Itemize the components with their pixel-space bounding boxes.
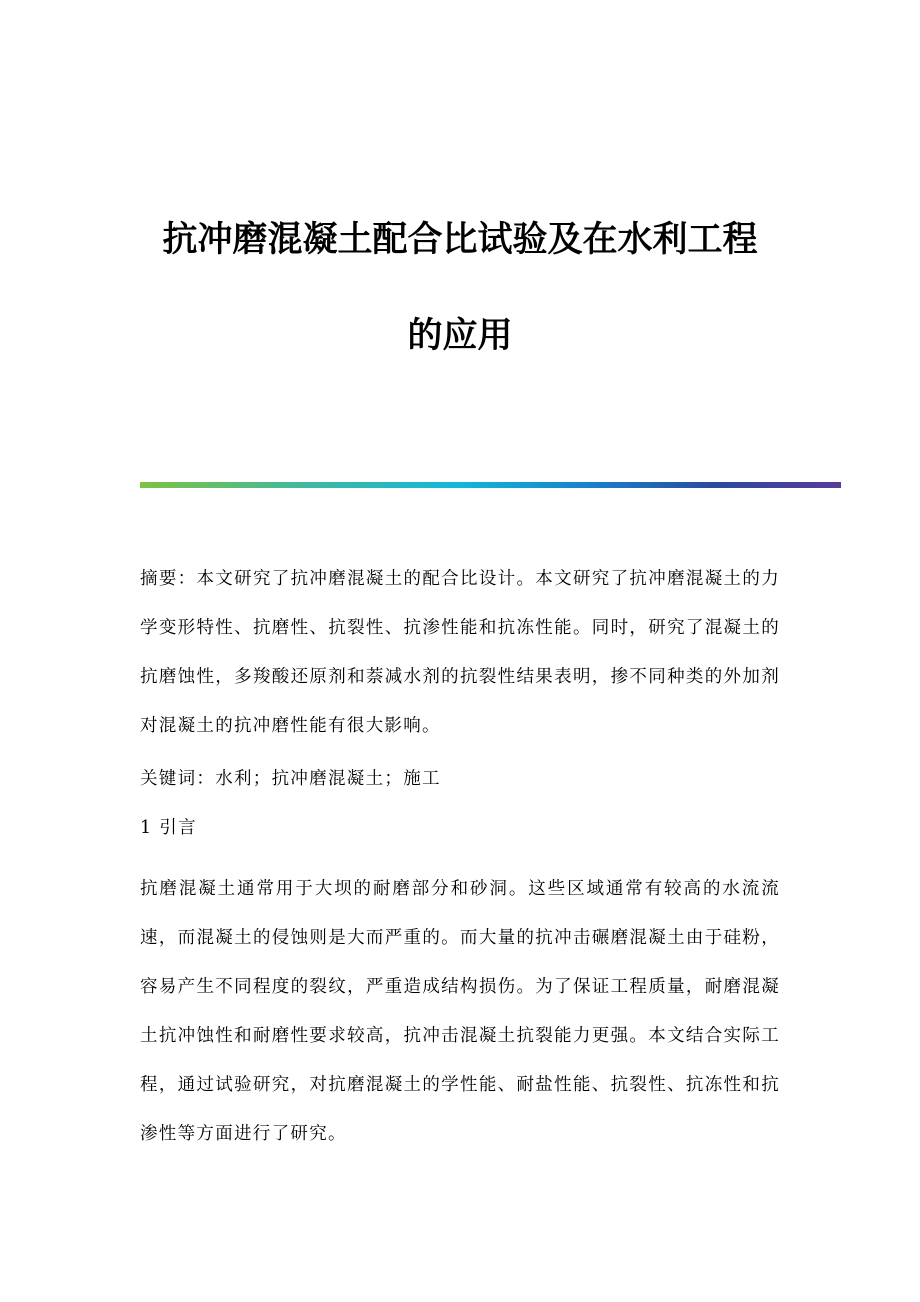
document-title-line-1: 抗冲磨混凝土配合比试验及在水利工程: [162, 219, 758, 260]
abstract-paragraph: 摘要：本文研究了抗冲磨混凝土的配合比设计。本文研究了抗冲磨混凝土的力学变形特性、抗磨性、抗裂性、抗渗性能和抗冻性能。同时，研究了混凝土的抗磨蚀性，多羧酸还原剂和萘减水剂的抗裂性结果表明，掺不同种类的外加剂对混凝土的抗冲磨性能有很大影响。: [140, 569, 780, 736]
section-heading-introduction: 1 引言: [140, 818, 197, 838]
introduction-body-paragraph: 抗磨混凝土通常用于大坝的耐磨部分和砂洞。这些区域通常有较高的水流流速，而混凝土的侵蚀则是大而严重的。而大量的抗冲击碾磨混凝土由于硅粉，容易产生不同程度的裂纹，严重造成结构损伤。为了保证工程质量，耐磨混凝土抗冲蚀性和耐磨性要求较高，抗冲击混凝土抗裂能力更强。本文结合实际工程，通过试验研究，对抗磨混凝土的学性能、耐盐性能、抗裂性、抗冻性和抗渗性等方面进行了研究。: [140, 879, 780, 1144]
title-divider: [140, 482, 841, 488]
keywords-line: 关键词：水利；抗冲磨混凝土；施工: [140, 769, 441, 789]
document-title-line-2: 的应用: [407, 315, 513, 356]
